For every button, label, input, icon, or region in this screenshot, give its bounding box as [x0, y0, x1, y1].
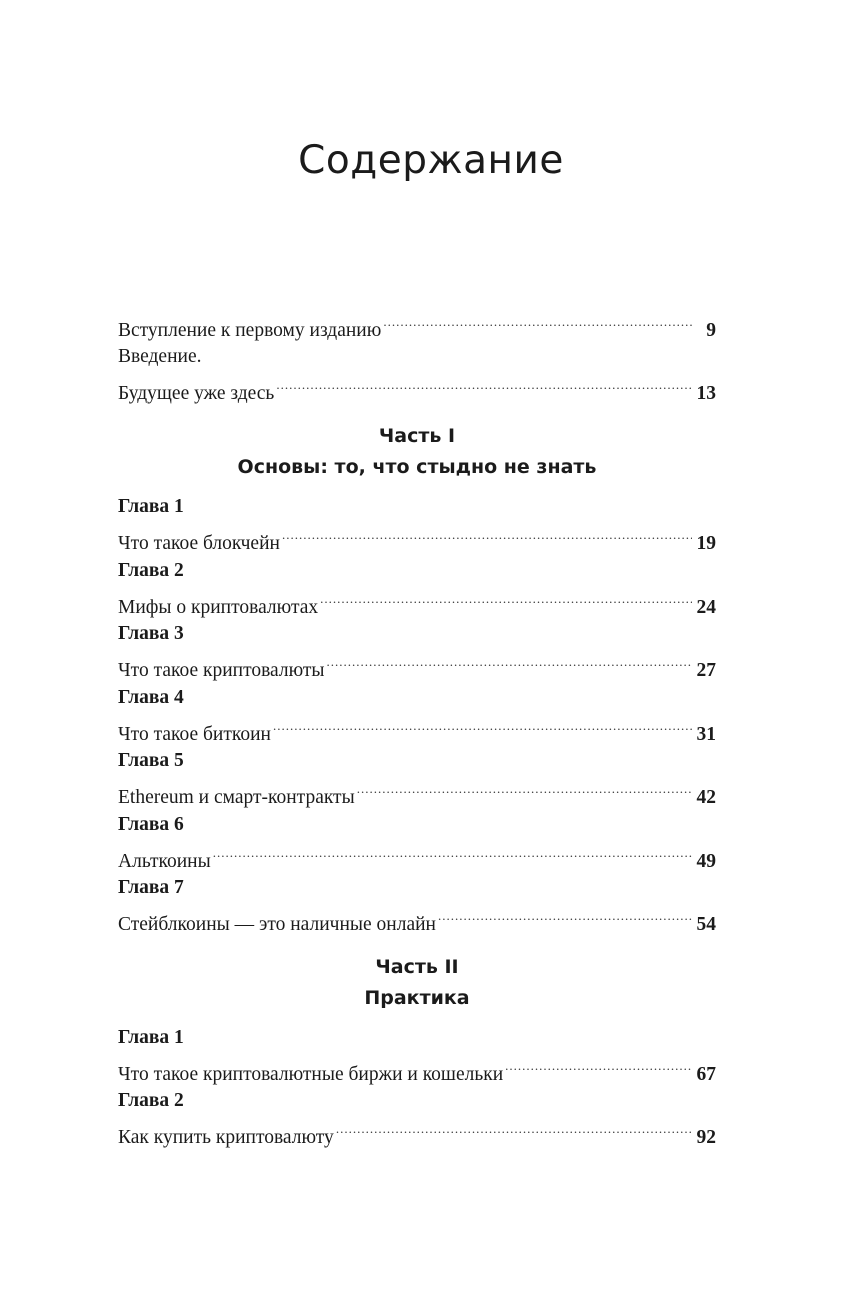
chapter-title: Что такое биткоин	[118, 724, 271, 745]
toc-entry-title: Будущее уже здесь	[118, 383, 275, 404]
toc-page-number: 42	[696, 787, 716, 808]
chapter-title: Альткоины	[118, 851, 211, 872]
dot-leader	[276, 371, 692, 399]
toc-page-number: 24	[696, 597, 716, 618]
part-label: Часть II	[375, 956, 459, 978]
toc-page-number: 27	[696, 660, 716, 681]
dot-leader	[273, 712, 692, 740]
toc-chapter[interactable]	[118, 493, 716, 554]
part-heading	[118, 952, 716, 1014]
chapter-number: Глава 4	[118, 687, 184, 708]
chapter-title: Что такое криптовалютные биржи и кошельки	[118, 1064, 504, 1085]
part-heading	[118, 421, 716, 483]
chapter-number: Глава 2	[118, 560, 184, 581]
part-title: Основы: то, что стыдно не знать	[237, 456, 597, 478]
chapter-number: Глава 2	[118, 1090, 184, 1111]
dot-leader	[438, 902, 692, 930]
toc-page-number: 13	[696, 383, 716, 404]
toc-chapter[interactable]	[118, 1024, 716, 1085]
toc-chapter[interactable]	[118, 874, 716, 935]
dot-leader	[505, 1052, 692, 1080]
dot-leader	[282, 521, 692, 549]
toc-page-number: 67	[696, 1064, 716, 1085]
toc-chapter[interactable]	[118, 1087, 716, 1148]
toc-chapter[interactable]	[118, 557, 716, 618]
toc-chapter[interactable]	[118, 811, 716, 872]
dot-leader	[320, 585, 692, 613]
chapter-title: Ethereum и смарт-контракты	[118, 787, 355, 808]
chapter-number: Глава 1	[118, 496, 184, 517]
chapter-number: Глава 1	[118, 1027, 184, 1048]
chapter-number: Глава 7	[118, 877, 184, 898]
part-title: Практика	[364, 987, 470, 1009]
dot-leader	[383, 308, 692, 336]
chapter-title: Мифы о криптовалютах	[118, 597, 319, 618]
page-title: Содержание	[298, 138, 564, 183]
chapter-number: Глава 6	[118, 814, 184, 835]
toc-entry-foreword[interactable]	[118, 308, 716, 341]
part-label: Часть I	[378, 425, 456, 447]
chapter-title: Что такое криптовалюты	[118, 660, 325, 681]
dot-leader	[336, 1115, 692, 1143]
toc-chapter[interactable]	[118, 747, 716, 808]
toc-page-number: 49	[696, 851, 716, 872]
dot-leader	[213, 839, 692, 867]
toc-entry-title: Введение.	[118, 346, 202, 367]
toc-chapter[interactable]	[118, 620, 716, 681]
chapter-title: Как купить криптовалюту	[118, 1127, 334, 1148]
toc-entry-title: Вступление к первому изданию	[118, 320, 382, 341]
dot-leader	[357, 775, 692, 803]
toc-entry-introduction[interactable]	[118, 343, 716, 404]
chapter-number: Глава 5	[118, 750, 184, 771]
toc-page-number: 31	[696, 724, 716, 745]
chapter-title: Что такое блокчейн	[118, 533, 280, 554]
chapter-title: Стейблкоины — это наличные онлайн	[118, 914, 436, 935]
toc-page-number: 54	[696, 914, 716, 935]
toc-page-number: 92	[696, 1127, 716, 1148]
toc-page-number: 9	[706, 320, 716, 341]
dot-leader	[327, 648, 692, 676]
chapter-number: Глава 3	[118, 623, 184, 644]
toc-chapter[interactable]	[118, 684, 716, 745]
toc-page-number: 19	[696, 533, 716, 554]
